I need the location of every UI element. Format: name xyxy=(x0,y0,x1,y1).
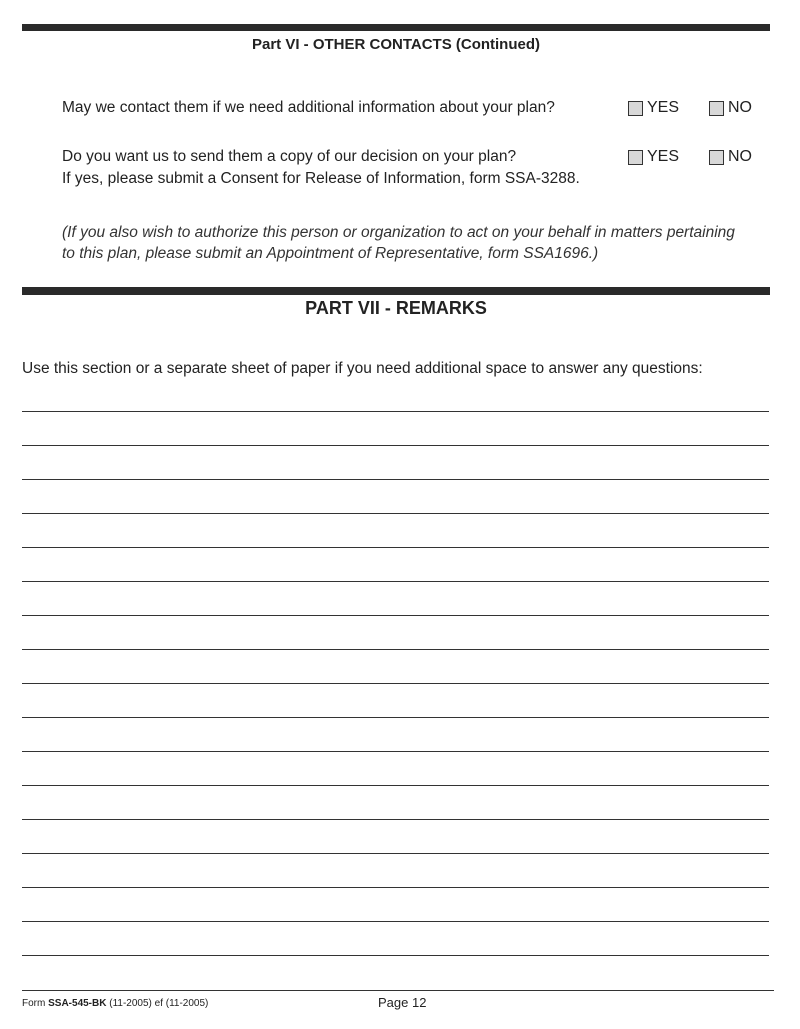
contact-yes-label: YES xyxy=(647,99,680,116)
contact-no-checkbox[interactable] xyxy=(709,101,724,116)
remarks-line[interactable] xyxy=(22,513,769,514)
question-copy-label: Do you want us to send them a copy of our decision on your plan? xyxy=(62,148,517,165)
remarks-line[interactable] xyxy=(22,717,769,718)
part7-title: PART VII - REMARKS xyxy=(305,298,487,318)
contact-no-label: NO xyxy=(728,99,752,116)
copy-no-checkbox[interactable] xyxy=(709,150,724,165)
remarks-line[interactable] xyxy=(22,819,769,820)
remarks-line[interactable] xyxy=(22,683,769,684)
copy-no-option[interactable] xyxy=(709,148,752,166)
copy-yes-option[interactable] xyxy=(628,148,679,166)
copy-no-label: NO xyxy=(728,148,752,165)
remarks-line[interactable] xyxy=(22,887,769,888)
form-number: Form SSA-545-BK (11-2005) ef (11-2005) xyxy=(22,998,209,1009)
consent-note: If yes, please submit a Consent for Release of Information, form SSA-3288. xyxy=(62,170,580,187)
remarks-line[interactable] xyxy=(22,581,769,582)
remarks-line[interactable] xyxy=(22,445,769,446)
contact-no-option[interactable] xyxy=(709,99,752,117)
contact-yes-checkbox[interactable] xyxy=(628,101,643,116)
question-contact-label: May we contact them if we need additional information about your plan? xyxy=(62,99,555,116)
part7-header-bar xyxy=(22,287,770,295)
remarks-line[interactable] xyxy=(22,411,769,412)
authorize-representative-note: (If you also wish to authorize this person or organization to act on your behalf in matters pertaining to this plan, please submit an Appointment of Representative, form SSA1696.) xyxy=(62,224,735,262)
copy-yes-checkbox[interactable] xyxy=(628,150,643,165)
remarks-instructions: Use this section or a separate sheet of paper if you need additional space to answer any questions: xyxy=(22,360,703,377)
remarks-line[interactable] xyxy=(22,853,769,854)
remarks-line[interactable] xyxy=(22,479,769,480)
part6-title: Part VI - OTHER CONTACTS (Continued) xyxy=(251,36,541,53)
remarks-line[interactable] xyxy=(22,615,769,616)
remarks-line[interactable] xyxy=(22,751,769,752)
remarks-line[interactable] xyxy=(22,955,769,956)
remarks-line[interactable] xyxy=(22,547,769,548)
part6-header-bar xyxy=(22,24,770,31)
remarks-line[interactable] xyxy=(22,649,769,650)
footer-rule xyxy=(22,990,774,991)
remarks-line[interactable] xyxy=(22,785,769,786)
page-number: Page 12 xyxy=(378,995,427,1010)
copy-yes-label: YES xyxy=(647,148,680,165)
remarks-line[interactable] xyxy=(22,921,769,922)
form-id: SSA-545-BK xyxy=(48,998,107,1009)
contact-yes-option[interactable] xyxy=(628,99,679,117)
